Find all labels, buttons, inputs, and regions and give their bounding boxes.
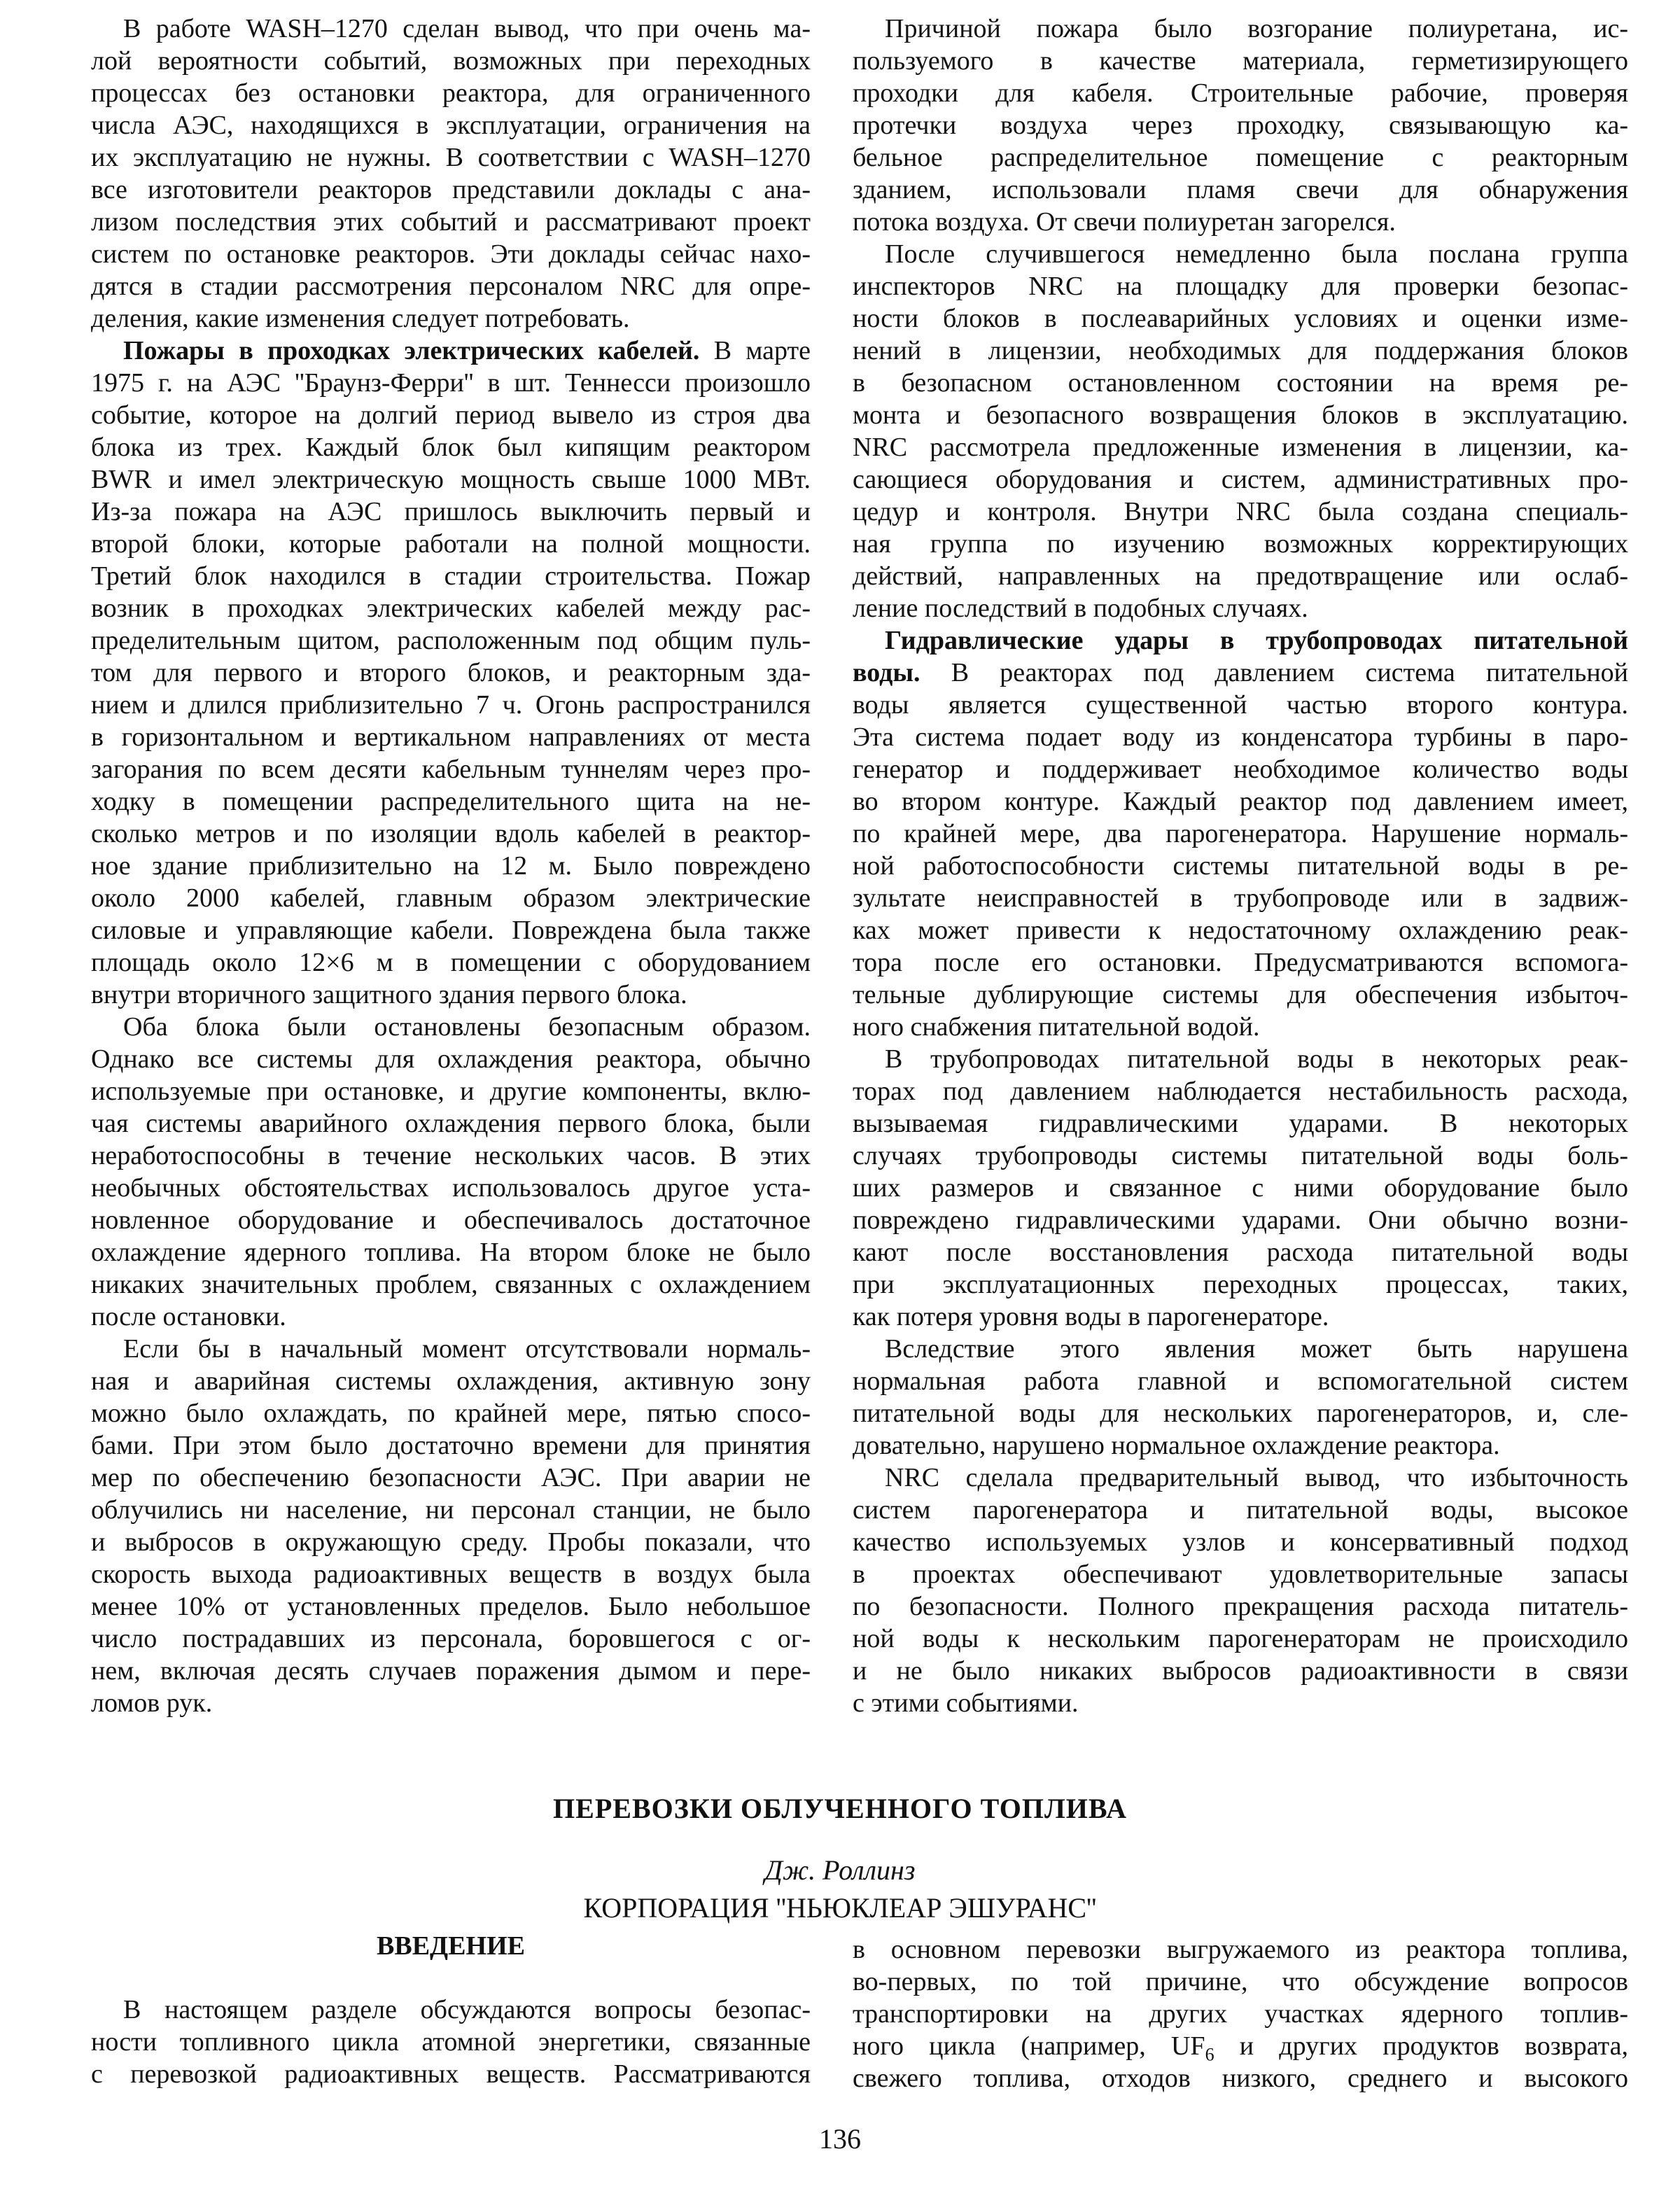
page-number: 136 (819, 2123, 861, 2155)
text-line: облучились ни население, ни персонал станции, не было (91, 1495, 811, 1525)
text-line: новленное оборудование и обеспечивалось достаточное (91, 1205, 811, 1235)
text-line: и не было никаких выбросов радиоактивности в связи (853, 1656, 1628, 1686)
paragraph (91, 1011, 811, 1333)
text-line: возник в проходках электрических кабелей между рас- (91, 594, 811, 623)
text-line: необычных обстоятельствах использовалось другое уста- (91, 1173, 811, 1203)
text-line: пределительным щитом, расположенным под общим пуль- (91, 626, 811, 655)
text-line: дятся в стадии рассмотрения персоналом NRC для опре- (91, 272, 811, 301)
text-line: нормальная работа главной и вспомогательной систем (853, 1366, 1628, 1396)
text-line: вызываемая гидравлическими ударами. В некоторых (853, 1109, 1628, 1138)
text-line: повреждено гидравлическими ударами. Они обычно возни- (853, 1205, 1628, 1235)
text-line: сающиеся оборудования и систем, административных про- (853, 465, 1628, 494)
text-line: как потеря уровня воды в парогенераторе. (853, 1302, 1329, 1331)
text-line: в проектах обеспечивают удовлетворительные запасы (853, 1560, 1628, 1589)
text-line: процессах без остановки реактора, для ограниченного (91, 78, 811, 108)
text-line: зданием, использовали пламя свечи для обнаружения (853, 175, 1628, 204)
text-line: Если бы в начальный момент отсутствовали нормаль- (123, 1334, 811, 1364)
text-line: с этими событиями. (853, 1688, 1079, 1718)
text-line: воды. В реакторах под давлением система питательной (853, 658, 1628, 687)
text-line: систем парогенератора и питательной воды, высокое (853, 1495, 1628, 1525)
text-line: Из-за пожара на АЭС пришлось выключить первый и (91, 497, 811, 526)
text-line: Вследствие этого явления может быть нарушена (885, 1334, 1628, 1364)
text-line: Эта система подает воду из конденсатора турбины в паро- (853, 722, 1628, 752)
text-line: тора после его остановки. Предусматриваются вспомога- (853, 948, 1628, 977)
text-line: 1975 г. на АЭС ''Браунз-Ферри'' в шт. Теннесси произошло (91, 368, 811, 398)
text-line: во-первых, по той причине, что обсуждение вопросов (853, 1967, 1628, 1996)
text-line: событие, которое на долгий период вывело из строя два (91, 400, 811, 430)
paragraph (91, 1994, 811, 2090)
text-line: ной работоспособности системы питательной воды в ре- (853, 851, 1628, 881)
text-line: торах под давлением наблюдается нестабильность расхода, (853, 1077, 1628, 1106)
text-line: около 2000 кабелей, главным образом электрические (91, 883, 811, 913)
text-line: внутри вторичного защитного здания первого блока. (91, 980, 687, 1009)
paragraph (853, 238, 1628, 624)
text-line: силовые и управляющие кабели. Повреждена была также (91, 916, 811, 945)
text-line: ного снабжения питательной водой. (853, 1012, 1260, 1042)
text-line: свежего топлива, отходов низкого, среднего и высокого (853, 2064, 1628, 2093)
text-line: число пострадавших из персонала, боровшегося с ог- (91, 1624, 811, 1653)
text-line: ной воды к нескольким парогенераторам не происходило (853, 1624, 1628, 1653)
text-line: действий, направленных на предотвращение или ослаб- (853, 561, 1628, 591)
text-line: чая системы аварийного охлаждения первого блока, были (91, 1109, 811, 1138)
organization: КОРПОРАЦИЯ ''НЬЮКЛЕАР ЭШУРАНС'' (583, 1892, 1097, 1924)
text-line (853, 624, 1628, 657)
text-line: числа АЭС, находящихся в эксплуатации, ограничения на (91, 111, 811, 140)
text-line: ших размеров и связанное с ними оборудование было (853, 1173, 1628, 1203)
text-line: тельные дублирующие системы для обеспечения избыточ- (853, 980, 1628, 1009)
text-line: ление последствий в подобных случаях. (853, 594, 1308, 623)
text-line: Однако все системы для охлаждения реактора, обычно (91, 1044, 811, 1074)
text-line: случаях трубопроводы системы питательной воды боль- (853, 1141, 1628, 1170)
section-title: ПЕРЕВОЗКИ ОБЛУЧЕННОГО ТОПЛИВА (553, 1793, 1127, 1824)
text-line: бами. При этом было достаточно времени для принятия (91, 1431, 811, 1460)
text-line: Причиной пожара было возгорание полиуретана, ис- (885, 14, 1628, 43)
paragraph (853, 1933, 1628, 2094)
text-line: ности топливного цикла атомной энергетики, связанные (91, 2027, 811, 2057)
paragraph (91, 1333, 811, 1719)
text-line: используемые при остановке, и другие компоненты, вклю- (91, 1077, 811, 1106)
text-line: во втором контуре. Каждый реактор под давлением имеет, (853, 787, 1628, 816)
text-line: воды является существенной частью второго контура. (853, 690, 1628, 720)
text-line: NRC рассмотрела предложенные изменения в лицензии, ка- (853, 433, 1628, 462)
text-line: проходки для кабеля. Строительные рабочие, проверяя (853, 78, 1628, 108)
intro-heading: ВВЕДЕНИЕ (377, 1931, 525, 1961)
text-line: В работе WASH–1270 сделан вывод, что при очень ма- (123, 14, 811, 43)
author: Дж. Роллинз (764, 1854, 916, 1886)
paragraph (853, 1462, 1628, 1719)
text-line: бельное распределительное помещение с реакторным (853, 143, 1628, 172)
text-line: ная и аварийная системы охлаждения, активную зону (91, 1366, 811, 1396)
text-line: BWR и имел электрическую мощность свыше 1000 МВт. (91, 465, 811, 494)
text-line: лой вероятности событий, возможных при переходных (91, 46, 811, 76)
paragraph (91, 13, 811, 335)
intro-right-column (853, 1933, 1628, 2094)
text-line: мер по обеспечению безопасности АЭС. При аварии не (91, 1463, 811, 1492)
text-line: менее 10% от установленных пределов. Было небольшое (91, 1592, 811, 1621)
text-line: Третий блок находился в стадии строительства. Пожар (91, 561, 811, 591)
text-line: никаких значительных проблем, связанных с охлаждением (91, 1270, 811, 1299)
text-line: охлаждение ядерного топлива. На втором блоке не было (91, 1238, 811, 1267)
text-line: лизом последствия этих событий и рассматривают проект (91, 207, 811, 237)
text-line: питательной воды для нескольких парогенераторов, и, сле- (853, 1399, 1628, 1428)
text-line: ломов рук. (91, 1688, 213, 1718)
text-line: все изготовители реакторов представили доклады с ана- (91, 175, 811, 204)
subscript: 6 (1205, 2044, 1214, 2065)
text-line: неработоспособны в течение нескольких часов. В этих (91, 1141, 811, 1170)
text-line: в горизонтальном и вертикальном направлениях от места (91, 722, 811, 752)
text-line: ках может привести к недостаточному охлаждению реак- (853, 916, 1628, 945)
text-line: NRC сделала предварительный вывод, что избыточность (885, 1463, 1628, 1492)
text-line: нием и длился приблизительно 7 ч. Огонь распространился (91, 690, 811, 720)
text-line: ное здание приблизительно на 12 м. Было повреждено (91, 851, 811, 881)
text-line: монта и безопасного возвращения блоков в эксплуатацию. (853, 400, 1628, 430)
text-line: нем, включая десять случаев поражения дымом и пере- (91, 1656, 811, 1686)
text-line: после остановки. (91, 1302, 286, 1331)
text-line: сколько метров и по изоляции вдоль кабелей в реактор- (91, 819, 811, 848)
text-line: зультате неисправностей в трубопроводе или в задвиж- (853, 883, 1628, 913)
paragraph (91, 335, 811, 1011)
text-line: можно было охлаждать, по крайней мере, пятью спосо- (91, 1399, 811, 1428)
text-line: деления, какие изменения следует потребовать. (91, 304, 630, 333)
text-line: блока из трех. Каждый блок был кипящим реактором (91, 433, 811, 462)
text-line: с перевозкой радиоактивных веществ. Рассматриваются (91, 2059, 811, 2089)
text-line: Оба блока были остановлены безопасным образом. (123, 1012, 811, 1042)
text-line: В настоящем разделе обсуждаются вопросы безопас- (123, 1995, 811, 2024)
paragraph (853, 13, 1628, 238)
bold-lead: Гидравлические удары в трубопроводах питательной (885, 626, 1628, 655)
text-line: После случившегося немедленно была послана группа (885, 239, 1628, 269)
paragraph (853, 1333, 1628, 1462)
text-line: том для первого и второго блоков, и реакторным зда- (91, 658, 811, 687)
text-line: потока воздуха. От свечи полиуретан загорелся. (853, 207, 1396, 237)
text-line: в основном перевозки выгружаемого из реактора топлива, (853, 1935, 1628, 1964)
text-line: довательно, нарушено нормальное охлаждение реактора. (853, 1431, 1500, 1460)
text-line: и выбросов в окружающую среду. Пробы показали, что (91, 1527, 811, 1557)
text-line: по крайней мере, два парогенератора. Нарушение нормаль- (853, 819, 1628, 848)
text-line: нений в лицензии, необходимых для поддержания блоков (853, 336, 1628, 365)
text-line: загорания по всем десяти кабельным туннелям через про- (91, 755, 811, 784)
text-line: ходку в помещении распределительного щита на не- (91, 787, 811, 816)
text-line: пользуемого в качестве материала, герметизирующего (853, 46, 1628, 76)
text-line: по безопасности. Полного прекращения расхода питатель- (853, 1592, 1628, 1621)
right-column (853, 13, 1628, 1719)
bold-lead: воды. (853, 658, 920, 687)
text-line: транспортировки на других участках ядерного топлив- (853, 1999, 1628, 2029)
text-line: второй блоки, которые работали на полной мощности. (91, 529, 811, 559)
text-line: протечки воздуха через проходку, связывающую ка- (853, 111, 1628, 140)
text-line: цедур и контроля. Внутри NRC была создана специаль- (853, 497, 1628, 526)
text-line: ности блоков в послеаварийных условиях и оценки изме- (853, 304, 1628, 333)
text-line: качество используемых узлов и консервативный подход (853, 1527, 1628, 1557)
text-line: ного цикла (например, $UF_6$ и других продуктов возврата, (853, 2031, 1628, 2065)
text-line: Пожары в проходках электрических кабелей. В марте (123, 336, 811, 365)
text-line: В трубопроводах питательной воды в некоторых реак- (885, 1044, 1628, 1074)
text-line: в безопасном остановленном состоянии на время ре- (853, 368, 1628, 398)
left-column (91, 13, 811, 1719)
text-line: ная группа по изучению возможных корректирующих (853, 529, 1628, 559)
text-line: скорость выхода радиоактивных веществ в воздух была (91, 1560, 811, 1589)
text-line: систем по остановке реакторов. Эти доклады сейчас нахо- (91, 239, 811, 269)
text-line: генератор и поддерживает необходимое количество воды (853, 755, 1628, 784)
paragraph (853, 1043, 1628, 1333)
intro-left-column (91, 1994, 811, 2090)
text-line: их эксплуатацию не нужны. В соответствии с WASH–1270 (91, 143, 811, 172)
text-line: кают после восстановления расхода питательной воды (853, 1238, 1628, 1267)
text-line: площадь около 12×6 м в помещении с оборудованием (91, 948, 811, 977)
bold-lead: Пожары в проходках электрических кабелей. (123, 336, 700, 365)
paragraph (853, 624, 1628, 1043)
text-line: при эксплуатационных переходных процессах, таких, (853, 1270, 1628, 1299)
text-line: инспекторов NRC на площадку для проверки безопас- (853, 272, 1628, 301)
